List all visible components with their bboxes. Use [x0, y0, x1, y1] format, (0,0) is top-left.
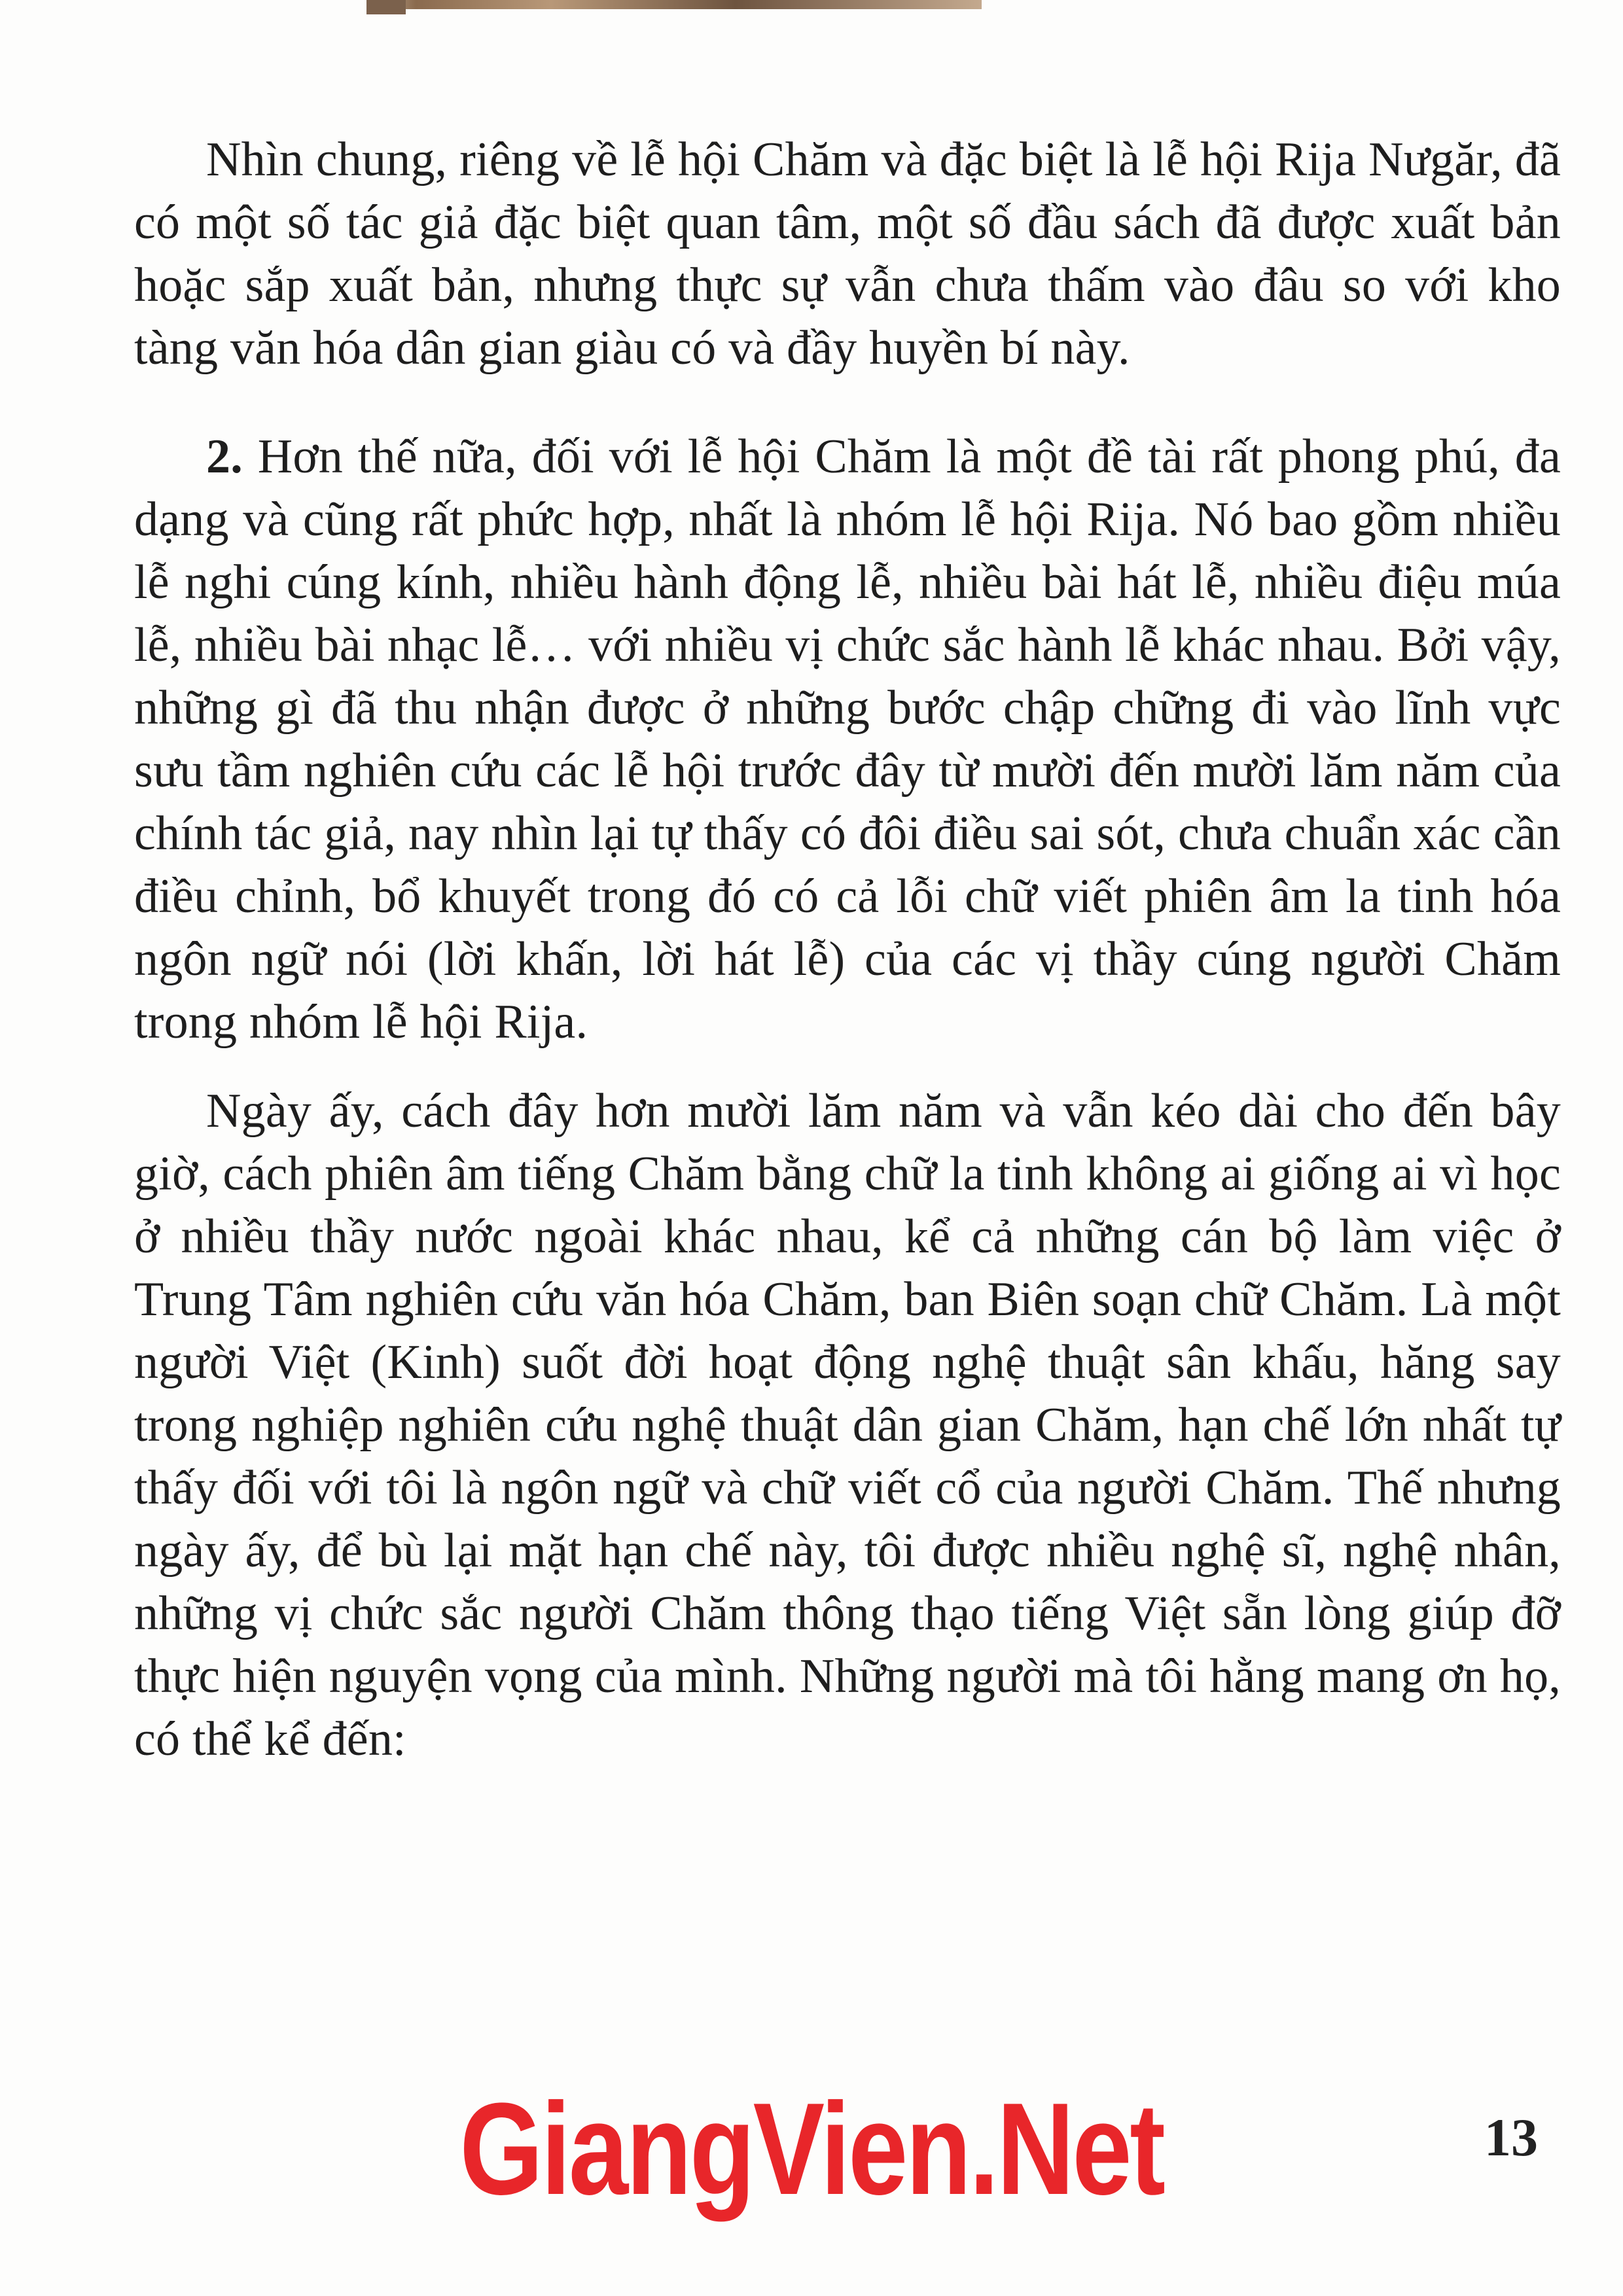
- watermark-logo: GiangVien.Net: [459, 2076, 1164, 2222]
- top-image-edge: [366, 0, 982, 9]
- top-image-edge-dark: [366, 0, 406, 14]
- page-number: 13: [1484, 2108, 1538, 2167]
- paragraph-1-text: Nhìn chung, riêng về lễ hội Chăm và đặc biệt là lễ hội Rija Nưgăr, đã có một số tác giả đặc biệt quan tâm, một số đầu sách đã được xuất bản hoặc sắp xuất bản, nhưng thực sự vẫn chưa thấm vào đâu so với kho tàng văn hóa dân gian giàu có và đầy huyền bí này.: [134, 133, 1561, 375]
- section-number: 2.: [206, 430, 243, 484]
- paragraph-1: [134, 128, 1561, 380]
- body-text: [134, 128, 1561, 1771]
- paragraph-3-text: Ngày ấy, cách đây hơn mười lăm năm và vẫn kéo dài cho đến bây giờ, cách phiên âm tiếng Chăm bằng chữ la tinh không ai giống ai vì học ở nhiều thầy nước ngoài khác nhau, kể cả những cán bộ làm việc ở Trung Tâm nghiên cứu văn hóa Chăm, ban Biên soạn chữ Chăm. Là một người Việt (Kinh) suốt đời hoạt động nghệ thuật sân khấu, hăng say trong nghiệp nghiên cứu nghệ thuật dân gian Chăm, hạn chế lớn nhất tự thấy đối với tôi là ngôn ngữ và chữ viết cổ của người Chăm. Thế nhưng ngày ấy, để bù lại mặt hạn chế này, tôi được nhiều nghệ sĩ, nghệ nhân, những vị chức sắc người Chăm thông thạo tiếng Việt sẵn lòng giúp đỡ thực hiện nguyện vọng của mình. Những người mà tôi hằng mang ơn họ, có thể kể đến:: [134, 1084, 1561, 1766]
- paragraph-3: [134, 1080, 1561, 1771]
- paragraph-2-text: Hơn thế nữa, đối với lễ hội Chăm là một đề tài rất phong phú, đa dạng và cũng rất phức hợp, nhất là nhóm lễ hội Rija. Nó bao gồm nhiều lễ nghi cúng kính, nhiều hành động lễ, nhiều bài hát lễ, nhiều điệu múa lễ, nhiều bài nhạc lễ… với nhiều vị chức sắc hành lễ khác nhau. Bởi vậy, những gì đã thu nhận được ở những bước chập chững đi vào lĩnh vực sưu tầm nghiên cứu các lễ hội trước đây từ mười đến mười lăm năm của chính tác giả, nay nhìn lại tự thấy có đôi điều sai sót, chưa chuẩn xác cần điều chỉnh, bổ khuyết trong đó có cả lỗi chữ viết phiên âm la tinh hóa ngôn ngữ nói (lời khấn, lời hát lễ) của các vị thầy cúng người Chăm trong nhóm lễ hội Rija.: [134, 430, 1561, 1049]
- paragraph-2: [134, 425, 1561, 1053]
